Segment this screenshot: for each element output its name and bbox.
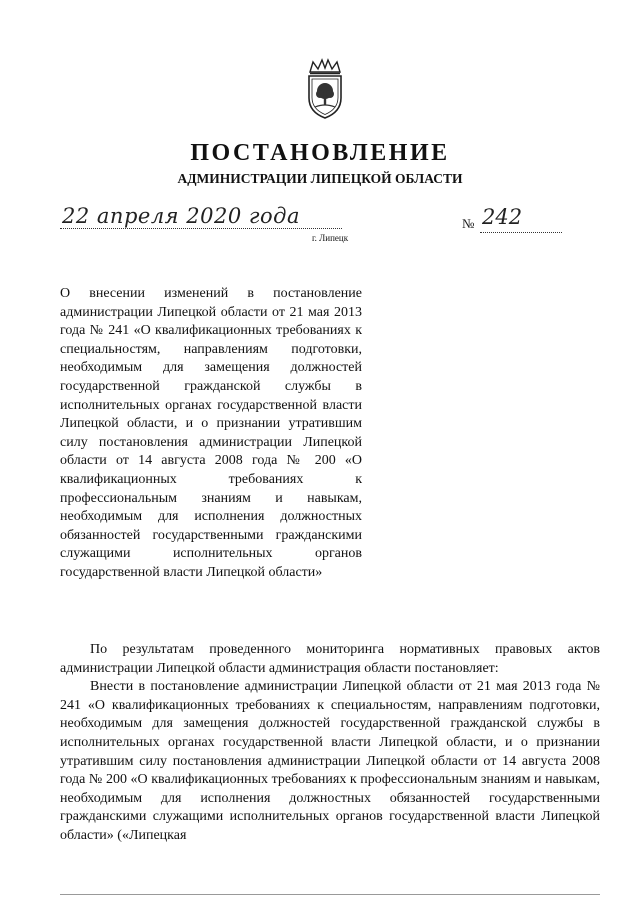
document-title: ПОСТАНОВЛЕНИЕ — [190, 140, 450, 166]
city-label: г. Липецк — [312, 233, 349, 243]
handwritten-number: 242 — [482, 205, 523, 229]
handwritten-date: 22 апреля 2020 года — [62, 204, 300, 228]
coat-of-arms-icon — [302, 58, 348, 120]
number-prefix: № — [462, 216, 475, 231]
body-paragraph: По результатам проведенного мониторинга нормативных правовых актов администрации Липецкой области администрация области постановляет: — [60, 642, 600, 676]
document-body — [60, 641, 600, 846]
date-underline — [60, 228, 342, 229]
body-paragraph: Внести в постановление администрации Липецкой области от 21 мая 2013 года № 241 «О квалификационных требованиях к специальностям, направлениям подготовки, необходимым для замещения должностей государственной гражданской службы в исполнительных органах государственной власти Липецкой области, и о признании утратившим силу постановления администрации Липецкой области от 14 августа 2008 года № 200 «О квалификационных требованиях к профессиональным знаниям и навыкам, необходимым для исполнения должностных обязанностей государственными гражданскими служащими исполнительных органов государственной власти Липецкой области» («Липецкая — [60, 679, 600, 843]
number-underline — [480, 232, 562, 233]
page-bottom-rule — [60, 894, 600, 895]
document-subject: О внесении изменений в постановление администрации Липецкой области от 21 мая 2013 года № 241 «О квалификационных требованиях к специальностям, направлениям подготовки, необходимым для замещения должностей государственной гражданской службы в исполнительных органах государственной власти Липецкой области, и о признании утратившим силу постановления администрации Липецкой области от 14 августа 2008 года № 200 «О квалификационных требованиях к профессиональным знаниям и навыкам, необходимым для исполнения должностных обязанностей государственными гражданскими служащими исполнительных органов государственной власти Липецкой области» — [60, 286, 362, 580]
date-field — [60, 204, 342, 230]
issuing-authority: АДМИНИСТРАЦИИ ЛИПЕЦКОЙ ОБЛАСТИ — [177, 171, 463, 186]
